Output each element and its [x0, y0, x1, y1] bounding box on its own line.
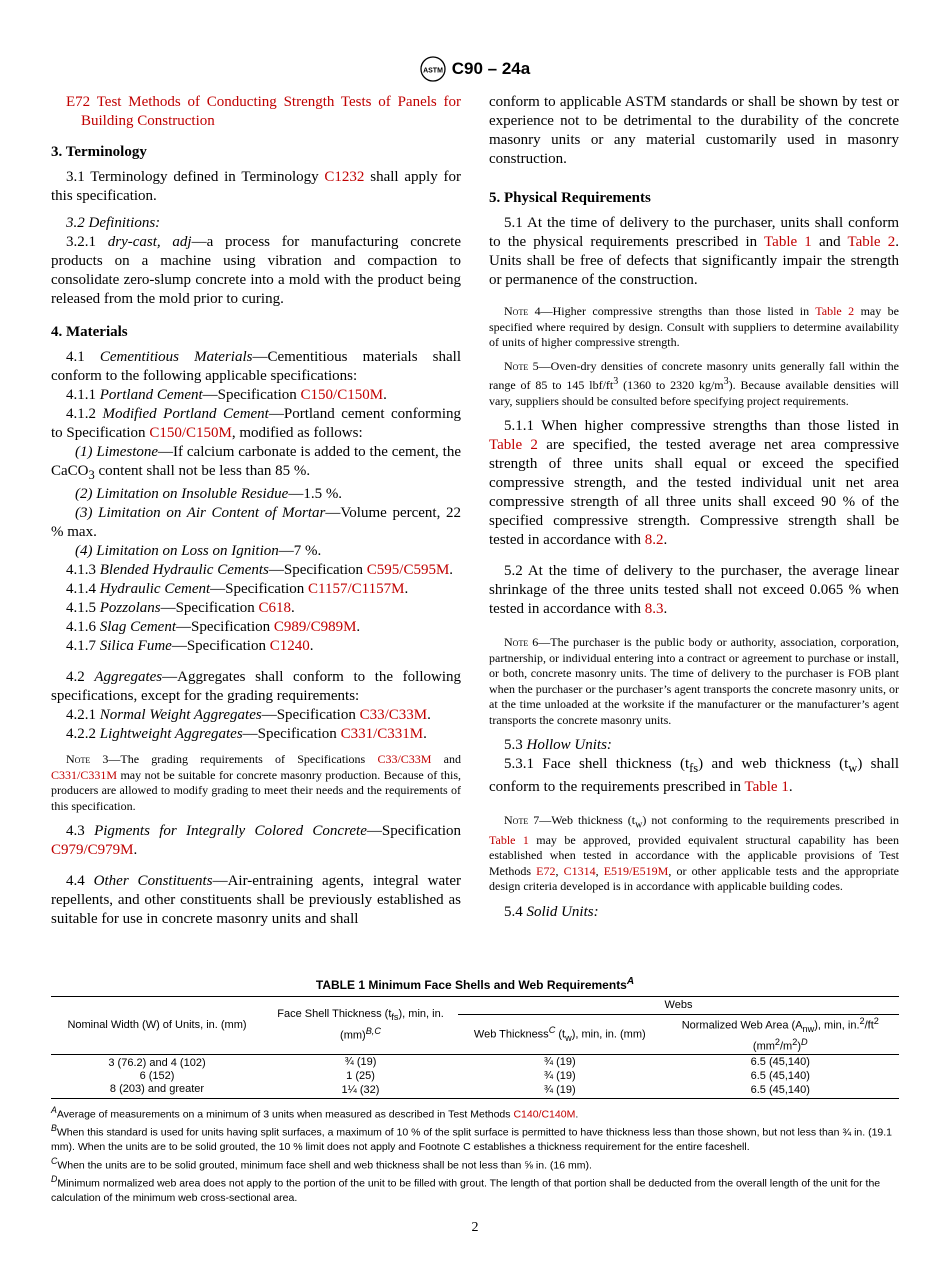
- footnote-c: $^C$When the units are to be solid grouted, minimum face shell and web thickness shall be not less than ⅝ in. (16 mm).: [51, 1155, 592, 1171]
- para-5-1-1: 5.1.1 When higher compressive strengths than those listed in Table 2 are specified, the tested average net area compressive strength of three units shall equal or exceed the specified compressive strength, and the tested individual unit net area compressive strength of all three units shall exceed 90 % of the specified compressive strength. Compressive strength shall be tested in accordance with 8.2.: [489, 418, 899, 548]
- para-4-4-continued: conform to applicable ASTM standards or shall be shown by test or experience not to be detrimental to the durability of the concrete masonry units or any material customarily used in masonry construction.: [489, 94, 899, 167]
- para-4-1-4: 4.1.4 Hydraulic Cement—Specification C1157/C1157M.: [66, 581, 409, 597]
- note3-link-c33[interactable]: C33/C33M: [377, 752, 432, 766]
- th-webs: Webs: [458, 997, 899, 1015]
- note3-link-c331[interactable]: C331/C331M: [51, 767, 118, 782]
- link-c979[interactable]: C979/C979M: [51, 842, 134, 858]
- footnote-b: $^B$When this standard is used for units having split surfaces, a maximum of 10 % of the split surface is permitted to have thickness less than those shown, but not less than ¾ in. (19.1 mm). When the units are to be solid grouted, the 10 % limit does not apply and Footnote C establishes a thickness requirement for the entire faceshell.: [51, 1123, 893, 1153]
- para-3-2-1: 3.2.1 dry-cast, adj—a process for manufacturing concrete products on a machine using vibration and compaction to consolidate zero-slump concrete into a mold with the product being released from the mold prior to curing.: [51, 234, 461, 307]
- logo-text: ASTM: [422, 67, 443, 75]
- modification-4: (4) Limitation on Loss on Ignition—7 %.: [75, 543, 322, 559]
- note-3: Note 3—The grading requirements of Specifications C33/C33M and C331/C331M may not be suitable for concrete masonry production. Because of this, producers are allowed to modify grading to meet their needs and the requirements of this specification.: [51, 752, 461, 813]
- link-c331[interactable]: C331/C331M: [340, 726, 424, 742]
- note-4: Note 4—Higher compressive strengths than those listed in Table 2 may be specified where required by design. Consult with suppliers to determine availability of units of higher compressive strength.: [489, 304, 900, 349]
- table-1-title: TABLE 1 Minimum Face Shells and Web Requirements$^A$: [315, 976, 635, 992]
- para-5-2: 5.2 At the time of delivery to the purchaser, the average linear shrinkage of the three units tested shall not exceed 0.065 % when tested in accordance with 8.3.: [489, 563, 899, 617]
- para-3-2: 3.2 Definitions:: [66, 215, 161, 231]
- table-row: 6 (152) 1 (25) ¾ (19) 6.5 (45,140): [139, 1069, 810, 1082]
- table-1-footnotes: [51, 1103, 899, 1205]
- modification-1: (1) Limestone—If calcium carbonate is added to the cement, the CaCO$_3$ content shall not be less than 85 %.: [51, 444, 461, 482]
- note4-link-table2[interactable]: Table 2: [815, 304, 855, 318]
- note-5: Note 5—Oven-dry densities of concrete masonry units generally fall within the range of 85 to 145 lbf/$ft^3$ (1360 to 2320 $kg/m^3$). Because available densities will vary, suppliers should be consulted before specifying project requirements.: [489, 358, 899, 408]
- para-4-1: 4.1 Cementitious Materials—Cementitious materials shall conform to the following applicable specifications:: [51, 349, 461, 384]
- note-6: Note 6—The purchaser is the public body or authority, association, corporation, partnership, or individual entering into a contract or agreement to purchase or install, or both, concrete masonry units. The time of delivery to the purchaser is FOB plant when the purchaser or the purchaser’s agent transports the concrete masonry units, or at the time unloaded at the worksite if the manufacturer or the manufacturer’s agent transports the concrete masonry units.: [489, 635, 899, 727]
- ref-title-e72[interactable]: Test Methods of Conducting Strength Tests of Panels for Building Construction: [81, 94, 462, 129]
- para-4-1-6: 4.1.6 Slag Cement—Specification C989/C989M.: [66, 619, 361, 635]
- note7-link-c1314[interactable]: C1314: [563, 863, 596, 878]
- para-4-2-1: 4.2.1 Normal Weight Aggregates—Specification C33/C33M.: [66, 707, 431, 723]
- link-table2-b[interactable]: Table 2: [489, 437, 538, 453]
- link-c595[interactable]: C595/C595M: [366, 562, 450, 578]
- table-row: 8 (203) and greater 1¼ (32) ¾ (19) 6.5 (45,140): [51, 1083, 899, 1099]
- link-c1232[interactable]: C1232: [324, 169, 365, 185]
- th-face-shell: Face Shell Thickness $(t_{fs})$, min, in. (mm)$^{B,C}$: [277, 1008, 444, 1042]
- link-c33[interactable]: C33/C33M: [359, 707, 428, 723]
- link-c989[interactable]: C989/C989M: [273, 619, 357, 635]
- table-1-grid: [51, 996, 899, 1099]
- astm-logo-icon: [420, 56, 446, 82]
- footnote-d: $^D$Minimum normalized web area does not apply to the portion of the unit to be filled with grout. The length of that portion shall be deducted from the overall length of the unit for the calculation of the minimum web cross-sectional area.: [51, 1174, 881, 1204]
- link-c618[interactable]: C618: [258, 600, 291, 616]
- para-4-4: 4.4 Other Constituents—Air-entraining agents, integral water repellents, and other constituents shall be previously established as suitable for use in concrete masonry units and shall: [51, 873, 461, 927]
- link-c150-1[interactable]: C150/C150M: [300, 387, 384, 403]
- para-5-1: 5.1 At the time of delivery to the purchaser, units shall conform to the physical requirements prescribed in Table 1 and Table 2. Units shall be free of defects that significantly impair the strength or permanence of the construction.: [489, 215, 899, 288]
- para-4-1-7: 4.1.7 Silica Fume—Specification C1240.: [66, 638, 314, 654]
- note7-link-e72[interactable]: E72: [536, 863, 556, 878]
- reference-e72: [51, 93, 461, 131]
- th-nominal-width: Nominal Width (W) of Units, in. (mm): [67, 1018, 247, 1031]
- para-4-1-3: 4.1.3 Blended Hydraulic Cements—Specification C595/C595M.: [66, 562, 454, 578]
- page-header: [0, 56, 950, 82]
- right-column: [489, 93, 899, 922]
- th-web-thickness: Web Thickness$^C$ $(t_w)$, min, in. (mm): [473, 1024, 646, 1043]
- link-table1-b[interactable]: Table 1: [744, 779, 789, 795]
- para-5-3: 5.3 Hollow Units:: [504, 737, 612, 753]
- section-4-title: 4. Materials: [51, 324, 128, 340]
- note-7: Note 7—Web thickness $(t_w)$ not conforming to the requirements prescribed in Table 1 may be approved, provided equivalent structural capability has been established when tested in accordance with the applicable provisions of Test Methods E72, C1314, E519/E519M, or other applicable tests and the appropriate design criteria developed is in accordance with applicable building codes.: [489, 813, 900, 894]
- link-c150-2[interactable]: C150/C150M: [149, 425, 232, 441]
- para-5-3-1: 5.3.1 Face shell thickness $(t_{fs})$ and web thickness $(t_w)$ shall conform to the requirements prescribed in Table 1.: [489, 756, 900, 795]
- link-8-3[interactable]: 8.3: [644, 601, 664, 617]
- link-c1157[interactable]: C1157/C1157M: [308, 581, 405, 597]
- para-4-1-1: 4.1.1 Portland Cement—Specification C150/C150M.: [66, 387, 387, 403]
- left-column: [51, 93, 461, 929]
- section-3-title: 3. Terminology: [51, 144, 147, 160]
- link-8-2[interactable]: 8.2: [644, 532, 664, 548]
- note7-link-e519[interactable]: E519/E519M: [603, 863, 669, 878]
- ref-link-e72[interactable]: E72: [66, 94, 91, 110]
- link-c1240[interactable]: C1240: [269, 638, 310, 654]
- th-web-area: Normalized Web Area $(A_{nw})$, min, $in.^2/ft^2$ $(mm^2/m^2)^D$: [681, 1016, 879, 1053]
- modification-2: (2) Limitation on Insoluble Residue—1.5 %.: [75, 486, 343, 502]
- para-4-3: 4.3 Pigments for Integrally Colored Concrete—Specification C979/C979M.: [51, 823, 461, 858]
- link-table2-a[interactable]: Table 2: [847, 234, 896, 250]
- para-5-4: 5.4 Solid Units:: [504, 903, 599, 920]
- footnote-a: $^A$Average of measurements on a minimum of 3 units when measured as described in Test Methods C140/C140M.: [51, 1104, 579, 1120]
- para-4-2-2: 4.2.2 Lightweight Aggregates—Specification C331/C331M.: [66, 726, 427, 742]
- note7-link-table1[interactable]: Table 1: [489, 832, 529, 847]
- page-number: 2: [471, 1220, 479, 1235]
- para-4-1-5: 4.1.5 Pozzolans—Specification C618.: [66, 600, 295, 616]
- para-4-1-2: 4.1.2 Modified Portland Cement—Portland cement conforming to Specification C150/C150M, modified as follows:: [51, 406, 462, 441]
- modification-3: (3) Limitation on Air Content of Mortar—Volume percent, 22 % max.: [51, 505, 461, 540]
- section-5-title: 5. Physical Requirements: [489, 190, 651, 206]
- para-3-1: 3.1 Terminology defined in Terminology C1232 shall apply for this specification.: [51, 169, 461, 204]
- table-row: 3 (76.2) and 4 (102) ¾ (19) ¾ (19) 6.5 (45,140): [51, 1054, 899, 1070]
- para-4-2: 4.2 Aggregates—Aggregates shall conform to the following specifications, except for the grading requirements:: [51, 669, 462, 704]
- footnote-link-c140[interactable]: C140/C140M: [513, 1108, 576, 1120]
- designation: C90 – 24a: [451, 59, 531, 78]
- link-table1-a[interactable]: Table 1: [764, 234, 812, 250]
- table-1: [51, 975, 899, 1205]
